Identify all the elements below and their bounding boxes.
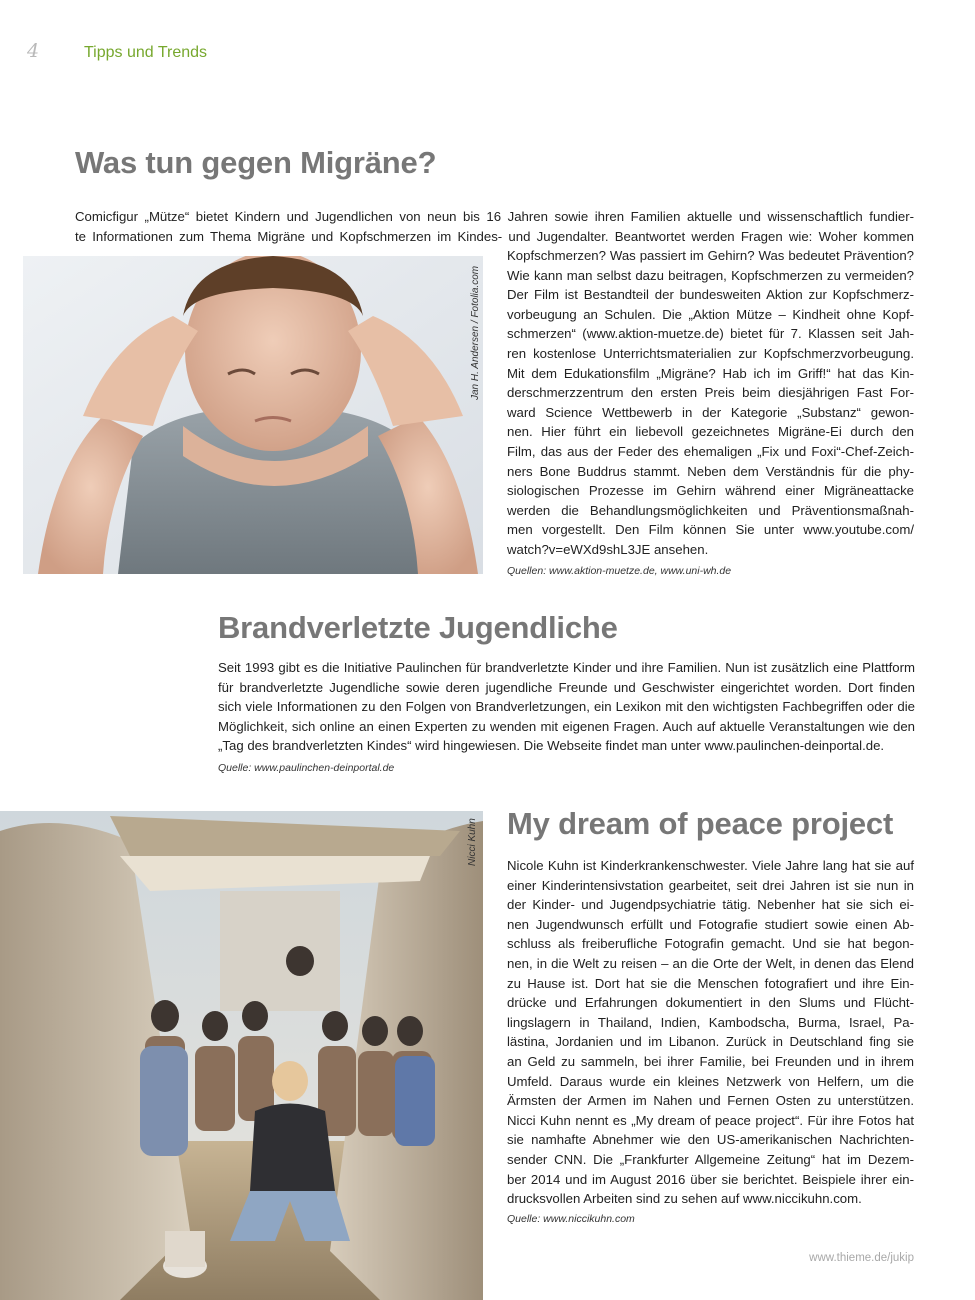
text-line: ber 2014 und im August 2016 über sie berichtet. Beispiele ihrer ein- xyxy=(507,1171,914,1187)
text-line: ward Science Wettbewerb in der Kategorie „Substanz“ gewon- xyxy=(507,404,914,420)
article-body-migraine xyxy=(507,246,914,560)
text-line: Seit 1993 gibt es die Initiative Paulinchen für brandverletzte Kinder und ihre Familien. Nun ist zusätzlich eine Plattform xyxy=(218,660,915,675)
article-intro-migraine xyxy=(75,207,914,246)
text-line: lingslagern in Thailand, Indien, Kambodscha, Burma, Israel, Pa- xyxy=(507,1014,914,1030)
photo-credit-peace: Nicci Kuhn xyxy=(467,818,478,866)
text-line: der Kinder- und Jugendpsychiatrie tätig. Nebenher hat sie sich ei- xyxy=(507,897,914,913)
text-line: werden die Behandlungsmöglichkeiten und Präventionsmaßnah- xyxy=(507,502,914,518)
text-line: nen. Hier führt ein liebevoll gezeichnetes Migräne-Ei durch den xyxy=(507,424,914,440)
text-line: vorbeugung an Schulen. Die „Aktion Mütze – Kindheit ohne Kopf- xyxy=(507,306,914,322)
text-line: nen, in die Welt zu reisen – an die Orte der Welt, in denen das Elend xyxy=(507,955,914,971)
photo-refugee-camp xyxy=(0,811,483,1300)
text-line: Der Film ist Bestandteil der bundesweiten Aktion zur Kopfschmerz- xyxy=(507,287,914,303)
source-peace: Quelle: www.niccikuhn.com xyxy=(507,1213,635,1225)
text-line: Ärmsten der Armen im Nahen und Fernen Osten zu unterstützen. xyxy=(507,1093,914,1109)
text-line: schluss als freiberufliche Fotografin gemacht. Und sie hat begon- xyxy=(507,936,914,952)
section-label: Tipps und Trends xyxy=(84,44,208,61)
text-line: men vorgestellt. Den Film können Sie unter www.youtube.com/ xyxy=(507,522,914,538)
source-migraine: Quellen: www.aktion-muetze.de, www.uni-wh.de xyxy=(507,565,732,577)
text-line: sich viele Informationen zu den Folgen von Brandverletzungen, ein Lexikon mit den wichtigsten Fachbegriffen oder die xyxy=(218,699,915,715)
text-line: sender CNN. Die „Frankfurter Allgemeine Zeitung“ hat im Dezem- xyxy=(507,1151,914,1167)
text-line: drucksvollen Arbeiten sind zu sehen auf www.niccikuhn.com. xyxy=(507,1191,862,1207)
photo-boy-headache xyxy=(23,256,483,574)
text-line: Möglichkeit, sich online an einen Experten zu wenden mit eigenen Fragen. Auch auf aktuelle Veranstaltungen wie den xyxy=(218,718,915,734)
text-line: derschmerzzentrum den ersten Preis beim diesjährigen Fast For- xyxy=(507,385,914,401)
text-line: ners Bone Buddrus stammt. Neben dem Verständnis für die phy- xyxy=(507,463,914,479)
text-line: lästina, Jordanien und im Libanon. Zurück in Deutschland fing sie xyxy=(507,1034,914,1050)
text-line: te Informationen zum Thema Migräne und Kopfschmerzen im Kindes- und Jugendalter. Beantwortet werden Fragen wie: Woher kommen xyxy=(75,228,914,244)
text-line: „Tag des brandverletzten Kindes“ wird hingewiesen. Die Webseite findet man unter www.paulinchen-deinportal.de. xyxy=(218,738,885,754)
text-line: nen Jugendwunsch erfüllt und Fotografie studiert sowie einen Ab- xyxy=(507,916,914,932)
text-line: Umfeld. Daraus wurde ein kleines Netzwerk von Helfern, um die xyxy=(507,1073,914,1089)
text-line: zu Hause ist. Dort hat sie die Menschen fotografiert und ihre Ein- xyxy=(507,975,914,991)
article-title-burns: Brandverletzte Jugendliche xyxy=(218,610,618,645)
text-line: Kopfschmerzen? Was passiert im Gehirn? Was bedeutet Prävention? xyxy=(507,248,914,263)
text-line: Film, das aus der Feder des ehemaligen „Fix und Foxi“-Chef-Zeich- xyxy=(507,443,914,459)
text-line: für brandverletzte Jugendliche sowie deren jugendliche Freunde und Geschwister eingerichtet worden. Dort finden xyxy=(218,679,915,695)
text-line: Mit dem Edukationsfilm „Migräne? Hab ich im Griff!“ hat das Kin- xyxy=(507,365,914,381)
article-body-burns xyxy=(218,658,915,756)
footer-url[interactable]: www.thieme.de/jukip xyxy=(809,1252,914,1264)
article-title-peace: My dream of peace project xyxy=(507,806,894,841)
article-title-migraine: Was tun gegen Migräne? xyxy=(75,145,437,180)
text-line: Comicfigur „Mütze“ bietet Kindern und Jugendlichen von neun bis 16 Jahren sowie ihren Familien aktuelle und wissenschaftlich fundier- xyxy=(75,209,914,224)
text-line: Nicole Kuhn ist Kinderkrankenschwester. Viele Jahre lang hat sie auf xyxy=(507,858,914,873)
text-line: ren kostenlose Unterrichtsmaterialien zur Kopfschmerzvorbeugung. xyxy=(507,345,914,361)
text-line: schmerzen“ (www.aktion-muetze.de) bietet für 7. Klassen seit Jah- xyxy=(507,326,914,342)
text-line: siologischen Prozesse im Gehirn während einer Migräneattacke xyxy=(507,483,914,499)
source-burns: Quelle: www.paulinchen-deinportal.de xyxy=(218,762,395,774)
photo-credit-migraine: Jan H. Andersen / Fotolia.com xyxy=(470,265,481,400)
text-line: sie namhafte Abnehmer wie den US-amerikanischen Nachrichten- xyxy=(507,1132,914,1148)
article-body-peace xyxy=(507,856,914,1209)
text-line: drücke und Erfahrungen dokumentiert in den Slums und Flücht- xyxy=(507,995,914,1011)
text-line: watch?v=eWXd9shL3JE ansehen. xyxy=(507,541,709,557)
page-number: 4 xyxy=(27,40,40,62)
text-line: Wie kann man selbst dazu beitragen, Kopfschmerzen zu vermeiden? xyxy=(507,267,914,283)
text-line: einer Kinderintensivstation gearbeitet, seit drei Jahren ist sie nun in xyxy=(507,877,914,893)
text-line: Nicci Kuhn nennt es „My dream of peace project“. Für ihre Fotos hat xyxy=(507,1112,914,1128)
text-line: an Geld zu sammeln, bei ihrer Familie, bei Freunden und in ihrem xyxy=(507,1053,914,1069)
